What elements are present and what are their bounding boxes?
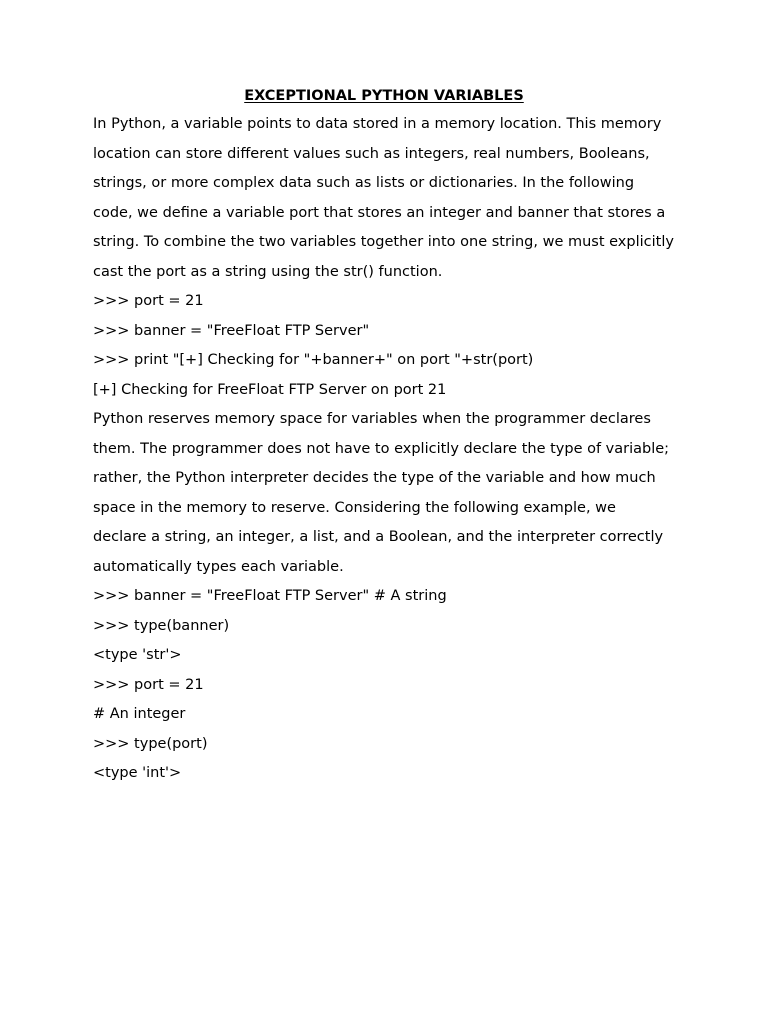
- document-title: EXCEPTIONAL PYTHON VARIABLES: [244, 88, 524, 104]
- paragraph: In Python, a variable points to data stored in a memory location. This memory: [93, 116, 662, 132]
- paragraph: space in the memory to reserve. Considering the following example, we: [93, 499, 616, 516]
- code-line: >>> print "[+] Checking for "+banner+" on port "+str(port): [93, 352, 534, 368]
- paragraph: string. To combine the two variables together into one string, we must explicitly: [93, 234, 674, 250]
- document-body: [93, 115, 678, 794]
- paragraph: declare a string, an integer, a list, and a Boolean, and the interpreter correctly: [93, 529, 664, 545]
- paragraph: Python reserves memory space for variables when the programmer declares: [93, 411, 651, 427]
- paragraph: rather, the Python interpreter decides the type of the variable and how much: [93, 470, 656, 486]
- code-output: <type 'int'>: [93, 765, 182, 781]
- code-line: >>> banner = "FreeFloat FTP Server" # A string: [93, 588, 447, 604]
- paragraph: automatically types each variable.: [93, 558, 344, 575]
- code-output: [+] Checking for FreeFloat FTP Server on port 21: [93, 381, 447, 398]
- paragraph: strings, or more complex data such as lists or dictionaries. In the following: [93, 175, 635, 191]
- code-output: <type 'str'>: [93, 647, 182, 663]
- code-line: >>> banner = "FreeFloat FTP Server": [93, 322, 370, 339]
- code-line: >>> port = 21: [93, 676, 204, 693]
- paragraph: them. The programmer does not have to explicitly declare the type of variable;: [93, 440, 670, 457]
- code-comment: # An integer: [93, 706, 186, 722]
- paragraph: code, we define a variable port that stores an integer and banner that stores a: [93, 204, 666, 221]
- paragraph: location can store different values such as integers, real numbers, Booleans,: [93, 145, 650, 162]
- code-line: >>> type(port): [93, 735, 208, 752]
- paragraph: cast the port as a string using the str() function.: [93, 263, 443, 280]
- code-line: >>> type(banner): [93, 617, 230, 634]
- code-line: >>> port = 21: [93, 293, 204, 309]
